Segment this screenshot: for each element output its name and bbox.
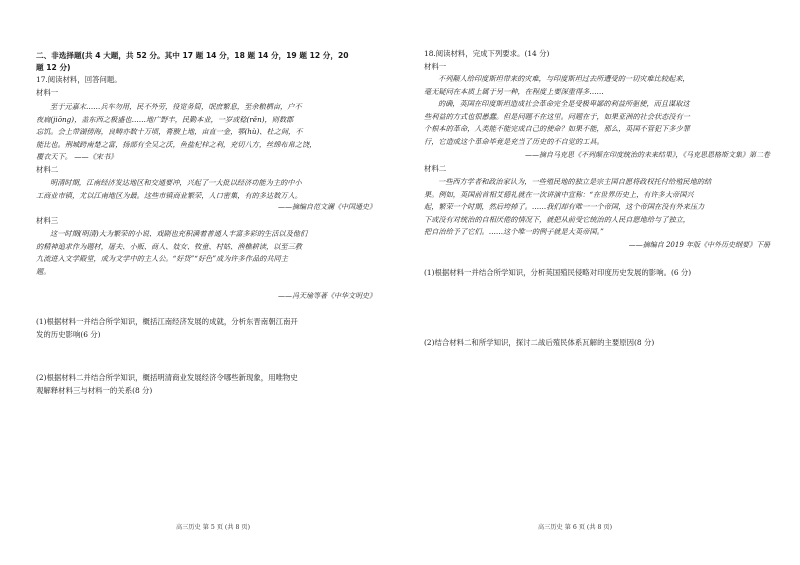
material-2-source-block bbox=[424, 239, 770, 252]
material-line: 明清时期，江南经济发达地区和交通要冲，兴起了一大批以经济功能为主的中小 bbox=[50, 178, 302, 187]
material-line: 下或没有对统治的自相厌倦的情况下，就把从前受它统治的人民自愿地给与了独立， bbox=[424, 214, 690, 224]
material-line: 题。 bbox=[36, 266, 51, 276]
material-line: 九流进入文学殿堂，成为文学中的主人公。“好货”“好色”成为许多作品的共同主 bbox=[36, 254, 288, 264]
material-1 bbox=[36, 101, 316, 164]
material-line: 行，它造成这个革命毕竟是充当了历史的不自觉的工具。 bbox=[424, 136, 604, 146]
material-3 bbox=[36, 228, 307, 278]
material-line: 果。例如，英国前首相艾德礼就在一次讲演中宣称：“在世界历史上，有许多大帝国兴 bbox=[424, 189, 694, 199]
page-footer: 高三历史 第 5 页 (共 8 页) bbox=[176, 524, 251, 531]
material-2-title-block bbox=[424, 163, 446, 176]
section-heading bbox=[36, 50, 349, 74]
material-3-title: 材料三 bbox=[36, 216, 59, 225]
material-1-title: 材料一 bbox=[36, 87, 59, 97]
material-line: 夜扃(jiōng)，盖东西之极盛也……地广野丰，民勤本业，一岁或稔(rěn)，则数郡 bbox=[36, 114, 294, 124]
material-2 bbox=[36, 177, 302, 202]
q17-prompt: 17.阅读材料，回答问题。 bbox=[36, 75, 122, 84]
question-text: 发的历史影响(6 分) bbox=[36, 329, 101, 339]
material-1-source: ——摘自马克思《不列颠在印度统治的未来结果》，《马克思恩格斯文集》第二卷 bbox=[525, 151, 770, 159]
q18-prompt: 18.阅读材料，完成下列要求。(14 分) bbox=[424, 49, 550, 58]
page-footer: 高三历史 第 6 页 (共 8 页) bbox=[538, 524, 613, 531]
material-line: 能比也。荆城跨南楚之富，扬部有全吴之沃，鱼盐杞梓之利，充切八方，丝绵布帛之饶， bbox=[36, 139, 317, 149]
material-line: 起，繁荣一个时期，然后垮掉了。……我们却有唯一一个帝国，这个帝国在没有外来压力 bbox=[424, 202, 705, 212]
question-18-2 bbox=[424, 337, 654, 350]
material-line: 个根本的革命，人类能不能完成自己的使命？如果不能，那么，英国不管犯下多少罪 bbox=[424, 124, 690, 134]
right-page bbox=[400, 0, 800, 565]
question-17-1 bbox=[36, 316, 298, 341]
material-1-source-block bbox=[424, 149, 770, 162]
material-line: 的确，英国在印度斯坦造成社会革命完全是受极卑鄙的利益所驱使，而且谋取这 bbox=[438, 99, 690, 109]
material-2-source: ——摘编自 2019 年版《中外历史纲要》下册 bbox=[628, 241, 770, 249]
material-1 bbox=[424, 73, 690, 149]
question-text: (1)根据材料一并结合所学知识，概括江南经济发展的成就，分析东晋南朝江南开 bbox=[36, 317, 298, 326]
question-18-1 bbox=[424, 267, 691, 280]
question-17-2 bbox=[36, 372, 298, 397]
material-2-source: ——摘编自范文澜《中国通史》 bbox=[278, 203, 376, 211]
material-line: 覆衣天下。 ——《宋书》 bbox=[36, 152, 118, 162]
material-2-source-block bbox=[36, 201, 376, 214]
material-1-title: 材料一 bbox=[424, 61, 447, 71]
material-3-source-block bbox=[36, 290, 376, 303]
material-line: 至于元嘉末……兵车勿用，民不外劳，役宽务简，氓庶繁息，至余粮栖亩，户不 bbox=[50, 102, 302, 111]
material-line: 工商业市镇，尤以江南地区为最。这些市镇商业繁荣，人口密集，有的多达数万人。 bbox=[36, 190, 302, 200]
material-line: 些利益的方式也很愚蠢。但是问题不在这里。问题在于，如果亚洲的社会状态没有一 bbox=[424, 111, 690, 121]
material-3-title-block bbox=[36, 215, 58, 228]
section-heading-line: 题 12 分) bbox=[36, 62, 71, 72]
question-text: (2)根据材料二并结合所学知识，概括明清商业发展经济令哪些新现象，用唯物史 bbox=[36, 373, 298, 382]
section-heading-line: 二、非选择题(共 4 大题，共 52 分。其中 17 题 14 分，18 题 14 分，19 题 12 分，20 bbox=[36, 51, 349, 60]
question-text: (2)结合材料二和所学知识，探讨二战后殖民体系瓦解的主要原因(8 分) bbox=[424, 338, 655, 347]
material-line: 的精神追求作为题材，屠夫、小贩、商人、妓女、牧童、村姑、渔樵耕读，以至三教 bbox=[36, 241, 302, 251]
question-text: 观解释材料三与材料一的关系(8 分) bbox=[36, 385, 153, 395]
material-line: 一些西方学者和政治家认为，一些殖民地的独立是宗主国自愿将政权托付给殖民地的结 bbox=[438, 177, 712, 186]
material-line: 不列颠人给印度斯坦带来的灾难，与印度斯坦过去所遭受的一切灾难比较起来， bbox=[438, 74, 690, 83]
question-17 bbox=[36, 74, 122, 99]
material-2 bbox=[424, 176, 711, 239]
question-text: (1)根据材料一并结合所学知识，分析英国殖民侵略对印度历史发展的影响。(6 分) bbox=[424, 268, 692, 277]
material-3-source: ——冯天瑜等著《中华文明史》 bbox=[278, 292, 376, 300]
material-line: 这一时期(明清)大为繁荣的小说、戏剧也充积满着普通人丰富多彩的生活以及他们 bbox=[50, 229, 308, 238]
material-2-title-block bbox=[36, 164, 58, 177]
material-line: 把自治给予了它们。……这个唯一的例子就是大英帝国。” bbox=[424, 227, 604, 237]
material-2-title: 材料二 bbox=[424, 164, 447, 173]
material-2-title: 材料二 bbox=[36, 165, 59, 174]
question-18 bbox=[424, 48, 549, 73]
material-line: 毫无疑问在本质上属于另一种，在程度上要深重得多…… bbox=[424, 86, 604, 96]
material-line: 忘饥。会上带湖傍海，良畴亦数十万顷，膏腴上地，亩直一金，鄠(hù)、杜之间，不 bbox=[36, 127, 303, 137]
